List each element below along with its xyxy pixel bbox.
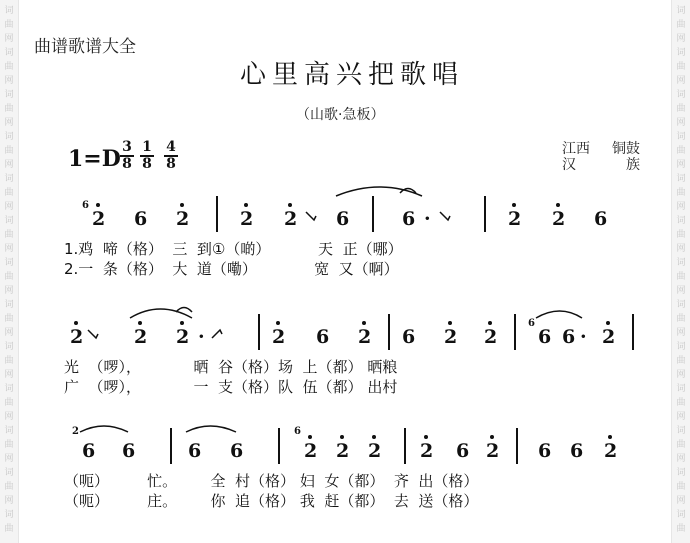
note: 6 [594,208,608,230]
watermark-char: 网 [676,370,686,380]
watermark-char: 曲 [676,356,686,366]
watermark-char: 网 [4,118,14,128]
watermark-char: 曲 [4,62,14,72]
watermark-char: 曲 [4,524,14,534]
watermark-char: 词 [676,300,686,310]
watermark-char: 词 [676,258,686,268]
origin-place-2: 铜鼓 [612,141,640,157]
lyric-row3-verse1: （呃） 忙。 全 村（格） 妇 女（都） 齐 出（格） [64,472,479,490]
watermark-char: 词 [4,300,14,310]
watermark-char: 网 [4,202,14,212]
watermark-char: 网 [676,76,686,86]
meter-den: 8 [120,155,134,172]
breath-mark-icon [212,330,222,338]
note: 6 [538,440,552,462]
watermark-char: 曲 [676,314,686,324]
watermark-char: 网 [4,454,14,464]
grace-note: 6 [82,200,89,211]
note: 2 [444,326,458,348]
watermark-char: 曲 [676,230,686,240]
note: 2 [508,208,522,230]
watermark-char: 网 [4,160,14,170]
meter-den: 8 [140,155,154,172]
note: 6 [570,440,584,462]
watermark-char: 曲 [4,440,14,450]
watermark-char: 词 [676,468,686,478]
watermark-char: 曲 [4,398,14,408]
watermark-char: 曲 [4,356,14,366]
watermark-char: 网 [676,202,686,212]
watermark-char: 词 [4,510,14,520]
watermark-char: 曲 [4,272,14,282]
watermark-char: 词 [676,90,686,100]
watermark-char: 曲 [676,188,686,198]
note: 6 [538,326,552,348]
watermark-char: 曲 [4,146,14,156]
watermark-char: 曲 [676,524,686,534]
song-subtitle: （山歌·急板） [296,107,385,123]
watermark-char: 词 [676,384,686,394]
note: 2 [604,440,618,462]
note: 2 [240,208,254,230]
watermark-char: 网 [676,286,686,296]
watermark-char: 网 [4,76,14,86]
watermark-char: 网 [676,34,686,44]
lyric-row3-verse2: （呃） 庄。 你 追（格） 我 赶（都） 去 送（格） [64,492,479,510]
watermark-char: 词 [4,426,14,436]
lyric-row2-verse2: 广 （啰）， 一 支（格）队 伍（都） 出村 [64,378,398,396]
watermark-char: 网 [4,34,14,44]
watermark-char: 网 [676,328,686,338]
note: 2 [272,326,286,348]
meter-num: 4 [166,139,176,155]
note: 6 [562,326,576,348]
note: 2 [486,440,500,462]
note: 2 [176,208,190,230]
watermark-char: 词 [4,90,14,100]
note: 2 [134,326,148,348]
breath-mark-icon [440,212,450,220]
watermark-char: 词 [4,342,14,352]
watermark-char: 曲 [4,314,14,324]
watermark-char: 曲 [676,272,686,282]
watermark-char: 词 [676,216,686,226]
key-signature: 1=D [68,146,121,172]
watermark-char: 网 [4,286,14,296]
grace-note: 6 [528,318,535,329]
slur [130,309,192,318]
note: 6 [134,208,148,230]
note: 2 [336,440,350,462]
watermark-char: 曲 [4,188,14,198]
slur [186,426,236,432]
watermark-char: 曲 [676,482,686,492]
watermark-char: 词 [4,132,14,142]
watermark-char: 词 [4,216,14,226]
slur [80,426,128,432]
meter-den: 8 [164,155,178,172]
slurs [80,187,582,432]
watermark-char: 网 [4,328,14,338]
watermark-char: 词 [4,48,14,58]
fermata-marks [176,189,416,313]
breath-mark-icon [306,212,316,220]
augmentation-dot: · [198,326,205,348]
note: 2 [284,208,298,230]
watermark-char: 词 [676,342,686,352]
watermark-char: 词 [4,6,14,16]
watermark-char: 词 [4,384,14,394]
lyric-row2-verse1: 光 （啰）， 晒 谷（格）场 上（都） 晒粮 [64,358,398,376]
augmentation-dot: · [424,208,431,230]
watermark-char: 词 [4,258,14,268]
origin-people-1: 汉 [562,157,576,173]
note: 6 [188,440,202,462]
watermark-char: 词 [676,6,686,16]
watermark-char: 曲 [676,20,686,30]
grace-note: 6 [294,426,301,437]
watermark-char: 网 [676,160,686,170]
watermark-char: 词 [676,132,686,142]
note: 2 [176,326,190,348]
watermark-char: 网 [4,412,14,422]
site-name: 曲谱歌谱大全 [34,37,136,57]
watermark-char: 曲 [4,482,14,492]
watermark-char: 网 [676,496,686,506]
watermark-char: 网 [676,412,686,422]
note: 2 [358,326,372,348]
slur [536,311,582,318]
meter-num: 1 [142,139,152,155]
watermark-char: 曲 [676,62,686,72]
note: 6 [456,440,470,462]
note: 2 [368,440,382,462]
watermark-char: 词 [676,48,686,58]
origin-people-2: 族 [626,157,640,173]
watermark-char: 曲 [676,440,686,450]
watermark-char: 曲 [4,20,14,30]
note: 2 [602,326,616,348]
note: 6 [316,326,330,348]
breath-mark-icon [88,330,98,338]
augmentation-dot: · [580,326,587,348]
watermark-char: 词 [676,510,686,520]
meter-num: 3 [122,139,132,155]
watermark-char: 网 [676,118,686,128]
lyric-row1-verse1: 1.鸡 啼（格） 三 到①（啲） 天 正（哪） [64,240,403,258]
note: 2 [484,326,498,348]
note: 2 [92,208,106,230]
watermark-char: 网 [4,244,14,254]
note: 2 [304,440,318,462]
song-title: 心里高兴把歌唱 [240,60,465,90]
watermark-char: 曲 [4,104,14,114]
watermark-char: 词 [676,174,686,184]
octave-dots [74,203,612,439]
note: 6 [402,326,416,348]
watermark-char: 网 [4,496,14,506]
watermark-char: 词 [4,174,14,184]
watermark-char: 网 [4,370,14,380]
note: 6 [230,440,244,462]
watermark-char: 词 [4,468,14,478]
note: 6 [82,440,96,462]
watermark-char: 曲 [676,104,686,114]
watermark-char: 曲 [676,146,686,156]
breath-marks [88,212,450,338]
watermark-char: 网 [676,244,686,254]
note: 6 [122,440,136,462]
lyric-row1-verse2: 2.一 条（格） 大 道（嘞） 宽 又（啊） [64,260,399,278]
grace-note: 2 [72,426,79,437]
watermark-char: 曲 [676,398,686,408]
note: 2 [420,440,434,462]
watermark-char: 网 [676,454,686,464]
origin-place-1: 江西 [562,141,590,157]
note: 2 [70,326,84,348]
note: 2 [552,208,566,230]
note: 6 [402,208,416,230]
watermark-char: 曲 [4,230,14,240]
note: 6 [336,208,350,230]
watermark-char: 词 [676,426,686,436]
